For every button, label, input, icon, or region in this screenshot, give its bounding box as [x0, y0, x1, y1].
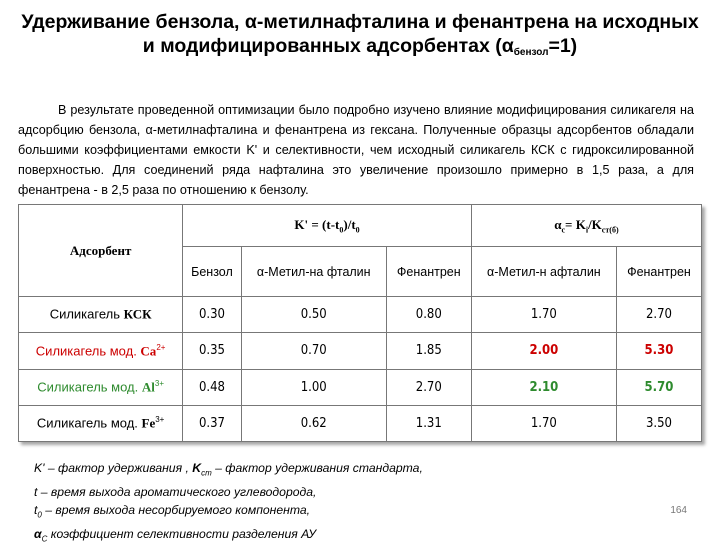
- value-cell: 0.35: [183, 333, 241, 369]
- value-cell: 0.37: [183, 405, 241, 441]
- value-cell-highlight: 5.30: [616, 333, 701, 369]
- value-cell: 0.70: [241, 333, 386, 369]
- subheader-phenanthrene-alpha: Фенантрен: [616, 247, 701, 297]
- retention-table: [18, 204, 702, 442]
- footnote-t: t – время выхода ароматического углеводорода,: [34, 484, 317, 499]
- value-cell: 0.80: [386, 297, 471, 333]
- value-cell: 1.31: [386, 405, 471, 441]
- adsorbent-name: Силикагель мод. $Fe^{3+}$: [19, 405, 183, 441]
- subheader-phenanthrene: Фенантрен: [386, 247, 471, 297]
- value-cell: 0.50: [241, 297, 386, 333]
- page-number: 164: [670, 505, 687, 516]
- footnotes: [34, 459, 634, 549]
- adsorbent-name: Силикагель КСК: [19, 297, 183, 333]
- value-cell-highlight: 2.10: [471, 369, 616, 405]
- adsorbent-name: Силикагель мод. $Ca^{2+}$: [19, 333, 183, 369]
- value-cell: 0.48: [183, 369, 241, 405]
- page-title: Удерживание бензола, α-метилнафталина и фенантрена на исходных и модифицированных адсорбентах $(\alpha_{бензол}=1)$: [21, 11, 699, 58]
- footnote-t0: $t_0$ – время выхода несорбируемого компонента,: [34, 503, 311, 520]
- subheader-methylnaphthalene-alpha: α-Метил-н афталин: [471, 247, 616, 297]
- value-cell: 2.70: [616, 297, 701, 333]
- value-cell-highlight: 2.00: [471, 333, 616, 369]
- table-row: [19, 297, 702, 333]
- footnote-alpha: $\alpha_С$ коэффициент селективности разделения АУ: [34, 527, 317, 544]
- alpha-header: $\alpha_c= K_i/K_{ст(б)}$: [471, 205, 701, 247]
- table-row: [19, 369, 702, 405]
- table-row: [19, 405, 702, 441]
- value-cell: 2.70: [386, 369, 471, 405]
- value-cell: 3.50: [616, 405, 701, 441]
- description-paragraph: В результате проведенной оптимизации было подробно изучено влияние модифицирования силикагеля на адсорбцию бензола, α-метилнафталина и фенантрена из гексана. Полученные образцы адсорбентов обладали большими коэффициентами емкости K' и селективности, чем исходный силикагель КСК с гидроксилированной поверхностью. Для соединений ряда нафталина это увеличение произошло примерно в 1,5 раза, а для фенантрена - в 2,5 раза по отношению к бензолу.: [18, 103, 694, 197]
- adsorbent-header: Адсорбент: [19, 205, 183, 297]
- value-cell: 0.30: [183, 297, 241, 333]
- value-cell-highlight: 5.70: [616, 369, 701, 405]
- subheader-methylnaphthalene: α-Метил-на фталин: [241, 247, 386, 297]
- value-cell: 1.85: [386, 333, 471, 369]
- adsorbent-name: Силикагель мод. $Al^{3+}$: [19, 369, 183, 405]
- value-cell: 0.62: [241, 405, 386, 441]
- value-cell: 1.70: [471, 405, 616, 441]
- subheader-benzene: Бензол: [183, 247, 241, 297]
- value-cell: 1.00: [241, 369, 386, 405]
- value-cell: 1.70: [471, 297, 616, 333]
- footnote-k: K' – фактор удерживания , $K_{ст}$ – фактор удерживания стандарта,: [34, 461, 423, 478]
- table-row: [19, 333, 702, 369]
- k-header: $K' = (t-t_0)/t_0$: [183, 205, 472, 247]
